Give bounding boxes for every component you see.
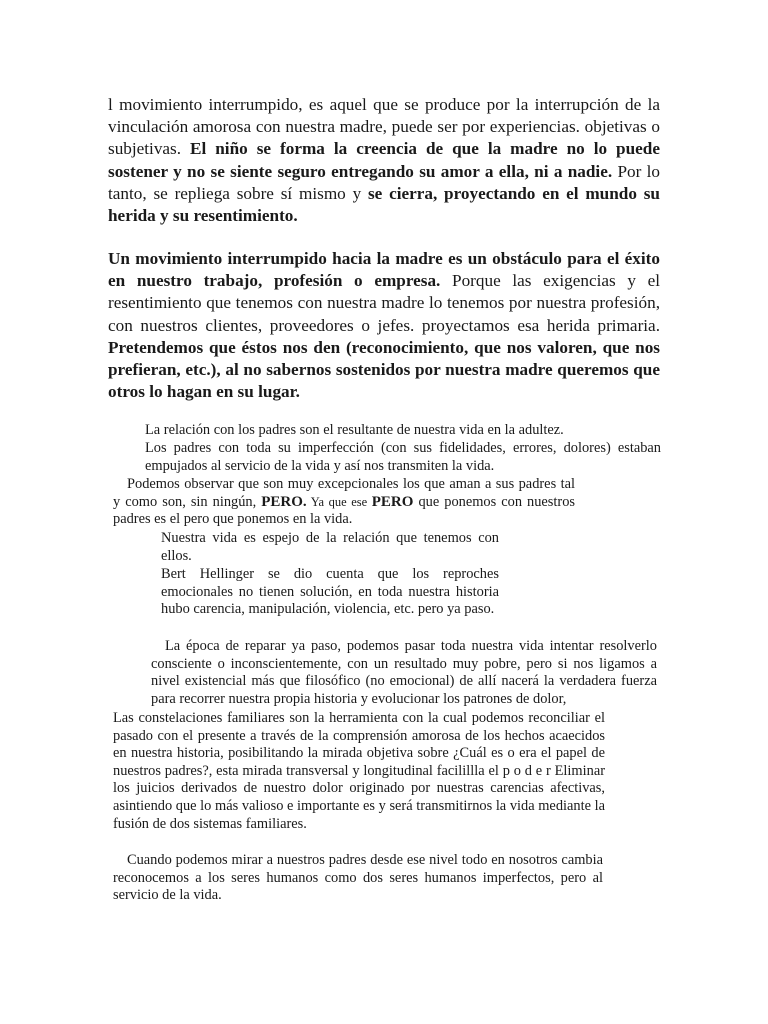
paragraph-bert-hellinger: Bert Hellinger se dio cuenta que los reproches emocionales no tienen solución, en toda nuestra historia hubo carencia, manipulación, violencia, etc. pero ya paso. <box>161 566 499 618</box>
text-run: Ya que ese <box>306 494 372 509</box>
text-run: que ponemos con nuestros padres es el pero que ponemos en la vida. <box>113 493 575 528</box>
paragraph-constelaciones-familiares: Las constelaciones familiares son la herramienta con la cual podemos reconciliar el pasado con el presente a través de la comprensión amorosa de los hechos acaecidos en nuestra historia, posibilitando la mirada objetiva sobre ¿Cuál es o era el papel de nuestros padres?, esta mirada transversal y longitudinal facilillla el p o d e r Eliminar los juicios derivados de nuestro dolor originado por nuestras carencias afectivas, asintiendo que lo más valioso e importante es y será transmitirnos la vida mediante la fusión de dos sistemas familiares. <box>113 710 605 832</box>
paragraph-obstaculo-exito <box>108 248 660 403</box>
text-run: l movimiento interrumpido, es aquel que se produce por la interrupción de la vinculación amorosa con nuestra madre, puede ser por experiencias. objetivas o subjetivas. <box>108 95 660 159</box>
paragraph-podemos-observar <box>113 476 575 529</box>
paragraph-padres-imperfeccion: Los padres con toda su imperfección (con sus fidelidades, errores, dolores) estaban empujados al servicio de la vida y así nos transmiten la vida. <box>145 440 661 474</box>
text-run: Porque las exigencias y el resentimiento que tenemos con nuestra madre lo tenemos por nuestra profesión, con nuestros clientes, proveedores o jefes. proyectamos esa herida primaria. <box>108 271 660 335</box>
paragraph-cuando-podemos-mirar: Cuando podemos mirar a nuestros padres desde ese nivel todo en nosotros cambia reconocemos a los seres humanos como dos seres humanos imperfectos, pero al servicio de la vida. <box>113 852 603 904</box>
bold-text-run: PERO. <box>261 493 307 510</box>
text-run: Por lo tanto, se repliega sobre sí mismo y <box>108 161 661 203</box>
line-relacion-padres: La relación con los padres son el resultante de nuestra vida en la adultez. <box>145 422 564 438</box>
bold-text-run: se cierra, proyectando en el mundo su herida y su resentimiento. <box>108 183 660 226</box>
bold-text-run: PERO <box>371 493 414 510</box>
bold-text-run: Un movimiento interrumpido hacia la madre es un obstáculo para el éxito en nuestro trabajo, profesión o empresa. <box>108 249 660 291</box>
bold-text-run: El niño se forma la creencia de que la madre no lo puede sostener y no se siente seguro entregando su amor a ella, ni a nadie. <box>108 139 660 181</box>
paragraph-epoca-reparar: La época de reparar ya paso, podemos pasar toda nuestra vida intentar resolverlo consciente o inconscientemente, con un resultado muy pobre, pero si nos ligamos a nivel existencial más que filosófico (no emocional) de allí nacerá la verdadera fuerza para recorrer nuestra propia historia y evolucionar los patrones de dolor, <box>151 638 657 707</box>
paragraph-movimiento-interrumpido <box>108 94 660 227</box>
bold-text-run: Pretendemos que éstos nos den (reconocimiento, que nos valoren, que nos prefieran, etc.), al no sabernos sostenidos por nuestra madre queremos que otros lo hagan en su lugar. <box>108 337 660 402</box>
paragraph-nuestra-vida-espejo: Nuestra vida es espejo de la relación que tenemos con ellos. <box>161 530 499 564</box>
text-run: Podemos observar que son muy excepcionales los que aman a sus padres tal y como son, sin ningún, <box>113 476 575 510</box>
